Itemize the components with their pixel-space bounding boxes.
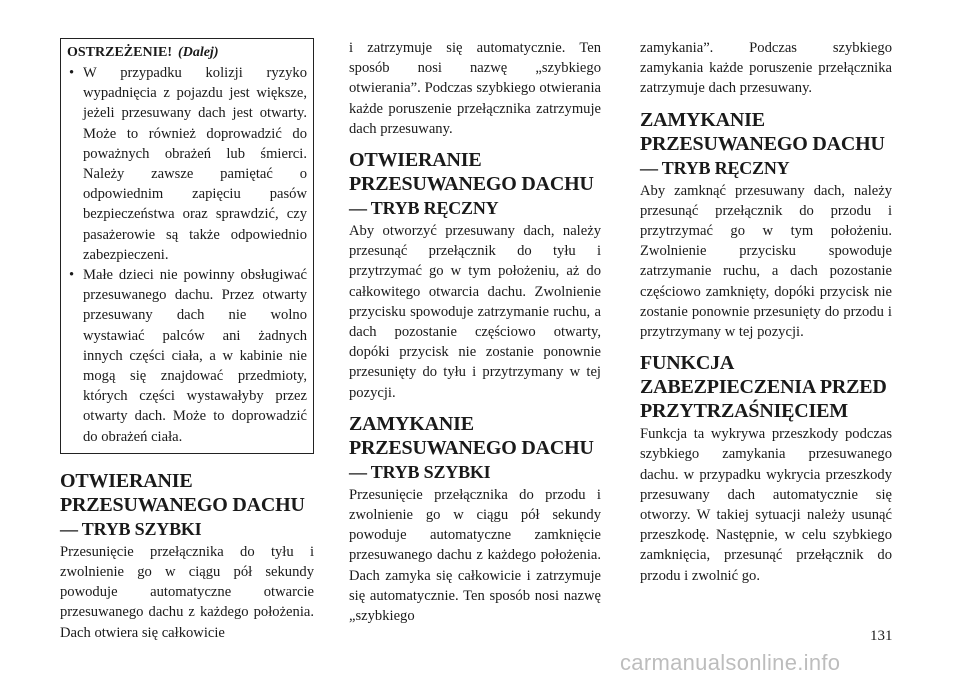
warning-title — [67, 43, 307, 63]
warning-item: • W przypadku kolizji ryzyko wypadnięcia z pojazdu jest większe, jeżeli przesuwany dach jest otwarty. Może to również doprowadzić do poważnych obrażeń lub śmierci. Należy zawsze pamiętać o odpowiednim zapięciu pasów bezpieczeństwa oraz sprawdzić, czy pasażerowie są także odpowiednio zabezpieczeni. — [67, 63, 307, 265]
section-heading: PRZYTRZAŚNIĘCIEM — [640, 400, 848, 423]
section-heading: — TRYB RĘCZNY — [640, 157, 790, 178]
section-heading: PRZESUWANEGO DACHU — [349, 173, 594, 196]
warning-item: • Małe dzieci nie powinny obsługiwać przesuwanego dachu. Przez otwarty przesuwany dach nie wolno wystawiać palców ani żadnych innych części ciała, a w kabinie nie mogą się znajdować przedmioty, których części wystawałyby przez otwarty dach. Może to doprowadzić do obrażeń ciała. — [67, 265, 307, 447]
column-middle — [349, 38, 601, 626]
section-body: Przesunięcie przełącznika do tyłu i zwolnienie go w ciągu pół sekundy powoduje automatyczne otwarcie przesuwanego dachu z każdego położenia. Dach otwiera się całkowicie — [60, 543, 314, 641]
section-heading: — TRYB SZYBKI — [60, 518, 202, 539]
watermark: carmanualsonline.info — [620, 650, 841, 675]
section-body-continued: i zatrzymuje się automatycznie. Ten sposób nosi nazwę „szybkiego otwierania”. Podczas szybkiego otwierania każde poruszenie przełącznika zatrzymuje dach przesuwany. — [349, 40, 601, 137]
warning-box — [60, 38, 314, 454]
section-heading: FUNKCJA — [640, 352, 735, 375]
warning-list — [67, 63, 307, 447]
section-heading: PRZESUWANEGO DACHU — [640, 132, 885, 155]
section-body: Aby otworzyć przesuwany dach, należy przesunąć przełącznik do tyłu i przytrzymać go w tym położeniu, aż do całkowitego otwarcia dachu. Zwolnienie przycisku spowoduje zatrzymanie ruchu, a dach pozostanie częściowo otwarty, dopóki przycisk nie zostanie ponownie przesunięty do tyłu i przytrzymany w tej pozycji. — [349, 223, 601, 401]
section-open-fast — [60, 470, 314, 643]
section-heading: — TRYB SZYBKI — [349, 461, 491, 482]
section-heading: ZAMYKANIE — [349, 412, 474, 435]
page-number: 131 — [870, 628, 893, 644]
warning-title-text: OSTRZEŻENIE! — [67, 45, 173, 60]
section-heading: — TRYB RĘCZNY — [349, 198, 499, 219]
section-close-manual — [640, 109, 892, 343]
section-body: Funkcja ta wykrywa przeszkody podczas szybkiego zamykania przesuwanego dachu. w przypadku wykrycia przeszkody przesuwany dach automatycznie się otworzy. W takiej sytuacji należy usunąć przeszkodę. Następnie, w celu szybkiego zamknięcia, przesunąć przełącznik do przodu i zwolnić go. — [640, 426, 892, 584]
section-anti-pinch — [640, 352, 892, 586]
section-heading: ZAMYKANIE — [640, 108, 765, 131]
section-heading: PRZESUWANEGO DACHU — [60, 493, 305, 516]
section-body: Przesunięcie przełącznika do przodu i zwolnienie go w ciągu pół sekundy powoduje automatyczne zamknięcie przesuwanego dachu z każdego położenia. Dach zamyka się całkowicie i zatrzymuje się automatycznie. Ten sposób nosi nazwę „szybkiego — [349, 486, 601, 625]
section-body-continued: zamykania”. Podczas szybkiego zamykania każde poruszenie przełącznika zatrzymuje dach przesuwany. — [640, 40, 892, 97]
section-open-manual — [349, 149, 601, 403]
column-right — [640, 38, 892, 586]
section-heading: OTWIERANIE — [60, 469, 193, 492]
section-body: Aby zamknąć przesuwany dach, należy przesunąć przełącznik do przodu i przytrzymać go w tym położeniu. Zwolnienie przycisku spowoduje zatrzymanie ruchu, a dach pozostanie częściowo zamknięty, dopóki przycisk nie zostanie ponownie przesunięty do przodu i przytrzymany w tej pozycji. — [640, 182, 892, 341]
column-left — [60, 38, 314, 643]
section-heading: PRZESUWANEGO DACHU — [349, 436, 594, 459]
section-heading: ZABEZPIECZENIA PRZED — [640, 376, 887, 399]
warning-title-suffix: (Dalej) — [178, 45, 219, 60]
section-close-fast — [349, 413, 601, 626]
section-heading: OTWIERANIE — [349, 149, 482, 172]
